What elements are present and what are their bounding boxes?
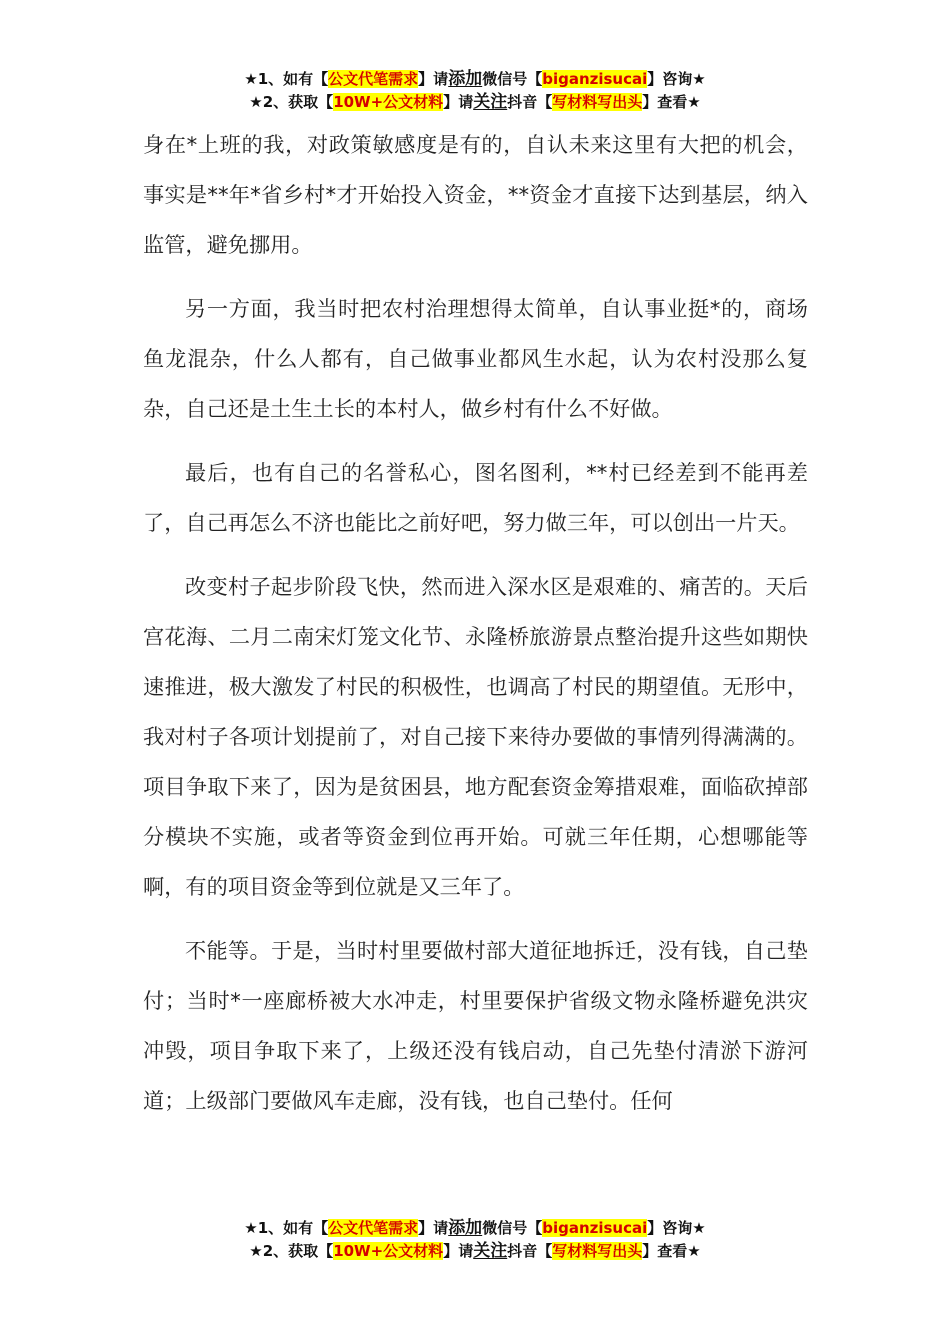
paragraph: 身在*上班的我，对政策敏感度是有的，自认未来这里有大把的机会，事实是**年*省乡村*才开始投入资金，**资金才直接下达到基层，纳入监管，避免挪用。 [143,132,808,257]
paragraph: 不能等。于是，当时村里要做村部大道征地拆迁，没有钱，自己垫付；当时*一座廊桥被大水冲走，村里要保护省级文物永隆桥避免洪灾冲毁，项目争取下来了，上级还没有钱启动，自己先垫付清淤下游河道；上级部门要做风车走廊，没有钱，也自己垫付。任何 [143,938,808,1113]
douyin-account-highlight: 写材料写出头 [552,1242,643,1260]
promo-text: 】咨询★ [647,70,706,88]
paragraph: 最后，也有自己的名誉私心，图名图利，**村已经差到不能再差了，自己再怎么不济也能比之前好吧，努力做三年，可以创出一片天。 [143,460,808,535]
promo-text: 抖音【 [507,93,553,111]
promo-line-1 [0,68,950,91]
promo-line-2 [0,1240,950,1263]
promo-highlight: 10W+公文材料 [333,93,444,111]
promo-text: 抖音【 [507,1242,553,1260]
document-body [143,120,808,1140]
promo-text: 】咨询★ [647,1219,706,1237]
promo-text: 】请 [418,70,449,88]
promo-line-2 [0,91,950,114]
promo-text: 2、获取【 [262,93,334,111]
promo-line-1 [0,1217,950,1240]
promo-text: 】请 [443,93,474,111]
promo-emphasis: 添加 [448,69,483,89]
promo-text: 】查看★ [642,93,701,111]
promo-text: 】请 [443,1242,474,1260]
promo-text: 微信号【 [482,1219,543,1237]
star-icon: ★ [244,1219,258,1237]
promo-text: 】请 [418,1219,449,1237]
promo-text: 】查看★ [642,1242,701,1260]
promo-highlight: 公文代笔需求 [328,1219,419,1237]
promo-highlight: 公文代笔需求 [328,70,419,88]
wechat-id-highlight: biganzisucai [542,1219,648,1237]
promo-text: 1、如有【 [257,70,329,88]
header-promo-banner [0,68,950,114]
paragraph: 改变村子起步阶段飞快，然而进入深水区是艰难的、痛苦的。天后宫花海、二月二南宋灯笼文化节、永隆桥旅游景点整治提升这些如期快速推进，极大激发了村民的积极性，也调高了村民的期望值。无形中，我对村子各项计划提前了，对自己接下来待办要做的事情列得满满的。项目争取下来了，因为是贫困县，地方配套资金筹措艰难，面临砍掉部分模块不实施，或者等资金到位再开始。可就三年任期，心想哪能等啊，有的项目资金等到位就是又三年了。 [143,574,808,899]
promo-emphasis: 关注 [473,1241,508,1261]
promo-emphasis: 关注 [473,92,508,112]
promo-text: 微信号【 [482,70,543,88]
star-icon: ★ [244,70,258,88]
wechat-id-highlight: biganzisucai [542,70,648,88]
douyin-account-highlight: 写材料写出头 [552,93,643,111]
paragraph: 另一方面，我当时把农村治理想得太简单，自认事业挺*的，商场鱼龙混杂，什么人都有，自己做事业都风生水起，认为农村没那么复杂，自己还是土生土长的本村人，做乡村有什么不好做。 [143,296,808,421]
promo-highlight: 10W+公文材料 [333,1242,444,1260]
star-icon: ★ [249,93,263,111]
promo-text: 2、获取【 [262,1242,334,1260]
star-icon: ★ [249,1242,263,1260]
promo-text: 1、如有【 [257,1219,329,1237]
footer-promo-banner [0,1217,950,1263]
promo-emphasis: 添加 [448,1218,483,1238]
